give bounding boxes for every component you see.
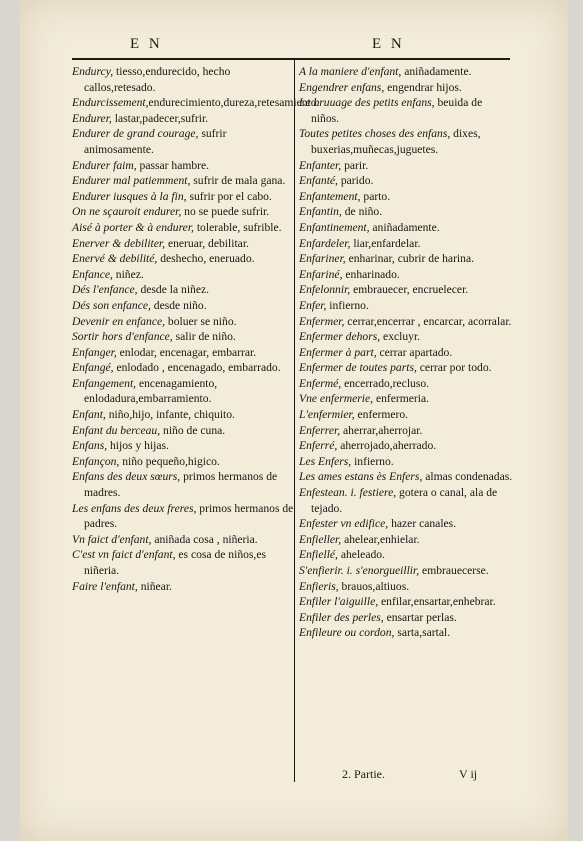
entry-headword: Enfiler l'aiguille, — [299, 595, 379, 609]
header-rule — [72, 58, 510, 60]
dictionary-entry — [72, 158, 294, 174]
entry-headword: Enfermer à part, — [299, 345, 377, 359]
dictionary-entry — [299, 267, 513, 283]
entry-translation: almas condenadas. — [422, 470, 513, 484]
entry-headword: Enfer, — [299, 298, 327, 312]
entry-headword: Engendrer enfans, — [299, 80, 385, 94]
dictionary-entry — [72, 251, 294, 267]
header-left: E N — [130, 36, 163, 52]
entry-translation: desde la niñez. — [137, 283, 210, 297]
entry-translation: enlodado , encenagado, embarrado. — [113, 361, 281, 375]
entry-translation: sarta,sartal. — [394, 626, 451, 640]
entry-headword: Enfantement, — [299, 189, 361, 203]
entry-headword: Le bruuage des petits enfans, — [299, 96, 435, 110]
entry-headword: Les enfans des deux freres, — [72, 501, 197, 515]
entry-headword: Enfanter, — [299, 158, 342, 172]
dictionary-entry — [72, 95, 320, 111]
entry-headword: Endurcy, — [72, 65, 114, 78]
entry-translation: beuida de niños. — [311, 96, 483, 125]
entry-translation: brauos,altiuos. — [338, 579, 410, 593]
dictionary-entry — [299, 360, 513, 376]
entry-translation: ensartar perlas. — [383, 610, 457, 624]
entry-headword: S'enfierir. i. s'enorgueillir, — [299, 564, 420, 577]
dictionary-entry — [299, 516, 513, 532]
entry-headword: Enfiellé, — [299, 548, 338, 562]
dictionary-entry — [72, 173, 294, 189]
entry-translation: aniñadamente. — [369, 220, 440, 234]
entry-translation: parir. — [341, 158, 369, 172]
dictionary-entry — [299, 251, 513, 267]
dictionary-entry — [299, 204, 513, 220]
entry-translation: enfermero. — [354, 408, 409, 422]
dictionary-entry — [72, 407, 294, 423]
entry-translation: sufrir de mala gana. — [190, 174, 286, 188]
entry-headword: Enfermé, — [299, 376, 342, 390]
dictionary-entry — [72, 236, 294, 252]
dictionary-entry — [299, 236, 513, 252]
entry-translation: parido. — [337, 174, 374, 188]
dictionary-entry — [299, 438, 513, 454]
dictionary-entry — [72, 111, 294, 127]
entry-translation: niño,hijo, infante, chiquito. — [105, 408, 235, 422]
entry-headword: Devenir en enfance, — [72, 314, 166, 328]
entry-translation: enharinado. — [342, 267, 400, 281]
entry-translation: aniñada cosa , niñeria. — [151, 532, 258, 546]
entry-headword: Enfieller, — [299, 532, 342, 546]
entry-translation: excluyr. — [380, 330, 421, 344]
entry-translation: embrauecer, encruelecer. — [350, 283, 469, 297]
entry-headword: Enfantinement, — [299, 220, 370, 234]
entry-translation: primos hermanos de madres. — [84, 470, 278, 500]
entry-translation: liar,enfardelar. — [350, 236, 421, 250]
entry-headword: Enfelonnir, — [299, 283, 351, 297]
dictionary-entry — [299, 80, 513, 96]
entry-headword: Enfester vn edifice, — [299, 517, 389, 531]
entry-headword: Dés son enfance, — [72, 298, 151, 312]
dictionary-entry — [299, 329, 513, 345]
entry-headword: Enfant, — [72, 408, 106, 422]
entry-translation: encenagamiento, enlodadura,embarramiento. — [84, 376, 218, 406]
entry-translation: engendrar hijos. — [384, 80, 462, 94]
entry-translation: dixes, buxerias,muñecas,juguetes. — [311, 127, 481, 156]
dictionary-entry — [72, 298, 294, 314]
entry-translation: ahelear,enhielar. — [341, 532, 420, 546]
entry-headword: Enfangement, — [72, 376, 137, 390]
dictionary-entry — [299, 376, 513, 392]
dictionary-entry — [72, 345, 294, 361]
entry-headword: Enfanger, — [72, 345, 117, 359]
dictionary-entry — [299, 345, 513, 361]
entry-headword: Endurer de grand courage, — [72, 127, 199, 141]
dictionary-entry — [299, 173, 513, 189]
dictionary-entry — [299, 189, 513, 205]
entry-translation: de niño. — [341, 205, 383, 219]
dictionary-entry — [299, 95, 513, 126]
entry-headword: Vn faict d'enfant, — [72, 532, 152, 546]
entry-headword: Endurer faim, — [72, 158, 137, 172]
entry-headword: L'enfermier, — [299, 408, 355, 422]
entry-translation: niño de cuna. — [160, 423, 226, 437]
entry-translation: infierno. — [351, 454, 394, 468]
entry-translation: sufrir animosamente. — [84, 127, 227, 156]
entry-translation: gotera o canal, ala de tejado. — [311, 486, 498, 515]
entry-translation: encerrado,recluso. — [341, 376, 430, 390]
entry-translation: enfermeria. — [373, 392, 430, 406]
dictionary-entry — [299, 469, 513, 485]
entry-headword: Enerver & debiliter, — [72, 236, 166, 250]
dictionary-entry — [72, 360, 294, 376]
entry-translation: aheleado. — [337, 548, 385, 562]
entry-translation: niñez. — [112, 267, 144, 281]
right-column — [299, 64, 513, 641]
entry-translation: primos hermanos de padres. — [84, 501, 294, 531]
entry-headword: Endurer iusques à la fin, — [72, 189, 187, 203]
entry-headword: Enfieris, — [299, 579, 339, 593]
entry-headword: Aisé à porter & à endurer, — [72, 220, 194, 234]
entry-translation: endurecimiento,dureza,retesamiento. — [148, 96, 320, 110]
entry-headword: Enfermer dehors, — [299, 330, 381, 344]
entry-translation: infierno. — [326, 298, 369, 312]
entry-headword: Enfangé, — [72, 361, 114, 375]
entry-headword: Enfestean. i. festiere, — [299, 486, 397, 500]
dictionary-entry — [72, 329, 294, 345]
dictionary-entry — [72, 501, 294, 532]
dictionary-entry — [72, 423, 294, 439]
dictionary-entry — [72, 376, 294, 407]
dictionary-entry — [299, 579, 513, 595]
dictionary-entry — [299, 64, 513, 80]
column-divider — [294, 60, 295, 782]
dictionary-entry — [72, 204, 294, 220]
entry-translation: desde niño. — [150, 298, 207, 312]
entry-headword: Enfiler des perles, — [299, 610, 384, 624]
entry-headword: Enferré, — [299, 439, 338, 453]
dictionary-entry — [72, 438, 294, 454]
entry-headword: Endurer, — [72, 111, 112, 125]
entry-headword: On ne sçauroit endurer, — [72, 205, 182, 219]
entry-translation: deshecho, eneruado. — [157, 252, 255, 266]
dictionary-entry — [299, 625, 513, 641]
entry-translation: sufrir por el cabo. — [186, 189, 272, 203]
entry-headword: Sortir hors d'enfance, — [72, 330, 173, 344]
dictionary-entry — [72, 189, 294, 205]
dictionary-entry — [299, 126, 513, 157]
entry-headword: Enfant du berceau, — [72, 423, 161, 437]
entry-headword: Enervé & debilité, — [72, 252, 158, 266]
dictionary-entry — [72, 547, 294, 578]
entry-headword: Enfans, — [72, 439, 108, 453]
dictionary-entry — [299, 220, 513, 236]
entry-headword: Vne enfermerie, — [299, 392, 374, 406]
entry-translation: parto. — [360, 189, 391, 203]
entry-headword: Les Enfers, — [299, 454, 352, 468]
dictionary-entry — [299, 282, 513, 298]
entry-headword: Enferrer, — [299, 423, 341, 437]
entry-headword: Enfançon, — [72, 454, 120, 468]
entry-headword: Endurer mal patiemment, — [72, 174, 191, 188]
entry-headword: Enfance, — [72, 267, 113, 281]
entry-translation: hijos y hijas. — [107, 439, 169, 453]
dictionary-entry — [299, 423, 513, 439]
entry-translation: cerrar apartado. — [376, 345, 453, 359]
dictionary-entry — [72, 469, 294, 500]
dictionary-entry — [299, 610, 513, 626]
entry-translation: enfilar,ensartar,enhebrar. — [378, 595, 496, 609]
entry-translation: tolerable, sufrible. — [193, 220, 282, 234]
entry-translation: salir de niño. — [172, 330, 236, 344]
entry-headword: Enfariné, — [299, 267, 343, 281]
dictionary-entry — [299, 158, 513, 174]
entry-translation: aherrar,aherrojar. — [340, 423, 423, 437]
entry-translation: passar hambre. — [136, 158, 210, 172]
entry-translation: cerrar,encerrar , encarcar, acorralar. — [344, 314, 512, 328]
dictionary-entry — [299, 314, 513, 330]
dictionary-entry — [299, 485, 513, 516]
entry-translation: embrauecerse. — [419, 564, 489, 577]
entry-translation: boluer se niño. — [165, 314, 237, 328]
dictionary-entry — [299, 454, 513, 470]
entry-headword: Enfariner, — [299, 252, 346, 266]
entry-headword: Enfanté, — [299, 174, 338, 188]
dictionary-entry — [72, 220, 294, 236]
entry-translation: aniñadamente. — [401, 65, 472, 78]
entry-translation: aherrojado,aherrado. — [337, 439, 437, 453]
entry-headword: Endurcissement, — [72, 96, 149, 110]
dictionary-entry — [299, 547, 513, 563]
dictionary-entry — [72, 314, 294, 330]
dictionary-entry — [299, 532, 513, 548]
entry-translation: eneruar, debilitar. — [165, 236, 249, 250]
entry-translation: enharinar, cubrir de harina. — [345, 252, 474, 266]
dictionary-entry — [72, 454, 294, 470]
running-header — [70, 36, 510, 56]
entry-headword: Faire l'enfant, — [72, 579, 138, 593]
dictionary-entry — [299, 298, 513, 314]
header-right: E N — [372, 36, 405, 52]
dictionary-entry — [299, 407, 513, 423]
entry-translation: tiesso,endurecido, hecho callos,retesado. — [84, 65, 231, 94]
dictionary-entry — [72, 579, 294, 595]
dictionary-entry — [72, 532, 294, 548]
dictionary-page — [20, 0, 568, 841]
entry-translation: niño pequeño,higico. — [119, 454, 220, 468]
entry-headword: Enfileure ou cordon, — [299, 626, 395, 640]
dictionary-entry — [72, 282, 294, 298]
dictionary-entry — [299, 563, 513, 579]
entry-headword: Enfermer de toutes parts, — [299, 361, 417, 375]
entry-translation: no se puede sufrir. — [181, 205, 270, 219]
dictionary-entry — [299, 391, 513, 407]
entry-headword: C'est vn faict d'enfant, — [72, 548, 176, 562]
entry-translation: cerrar por todo. — [416, 361, 492, 375]
entry-headword: Les ames estans ès Enfers, — [299, 470, 423, 484]
entry-headword: Enfans des deux sœurs, — [72, 470, 181, 484]
entry-translation: es cosa de niños,es niñeria. — [84, 548, 266, 577]
entry-headword: Enfermer, — [299, 314, 345, 328]
entry-headword: A la maniere d'enfant, — [299, 65, 402, 78]
entry-translation: hazer canales. — [388, 517, 457, 531]
part-label: 2. Partie. — [342, 767, 385, 781]
dictionary-entry — [72, 64, 294, 95]
dictionary-entry — [72, 126, 294, 157]
entry-translation: enlodar, encenagar, embarrar. — [116, 345, 257, 359]
entry-translation: lastar,padecer,sufrir. — [111, 111, 209, 125]
entry-headword: Toutes petites choses des enfans, — [299, 127, 451, 141]
dictionary-entry — [72, 267, 294, 283]
entry-translation: niñear. — [137, 579, 172, 593]
dictionary-entry — [299, 594, 513, 610]
entry-headword: Enfantin, — [299, 205, 342, 219]
entry-headword: Enfardeler, — [299, 236, 351, 250]
entry-headword: Dés l'enfance, — [72, 283, 138, 297]
signature-mark: V ij — [459, 767, 478, 781]
